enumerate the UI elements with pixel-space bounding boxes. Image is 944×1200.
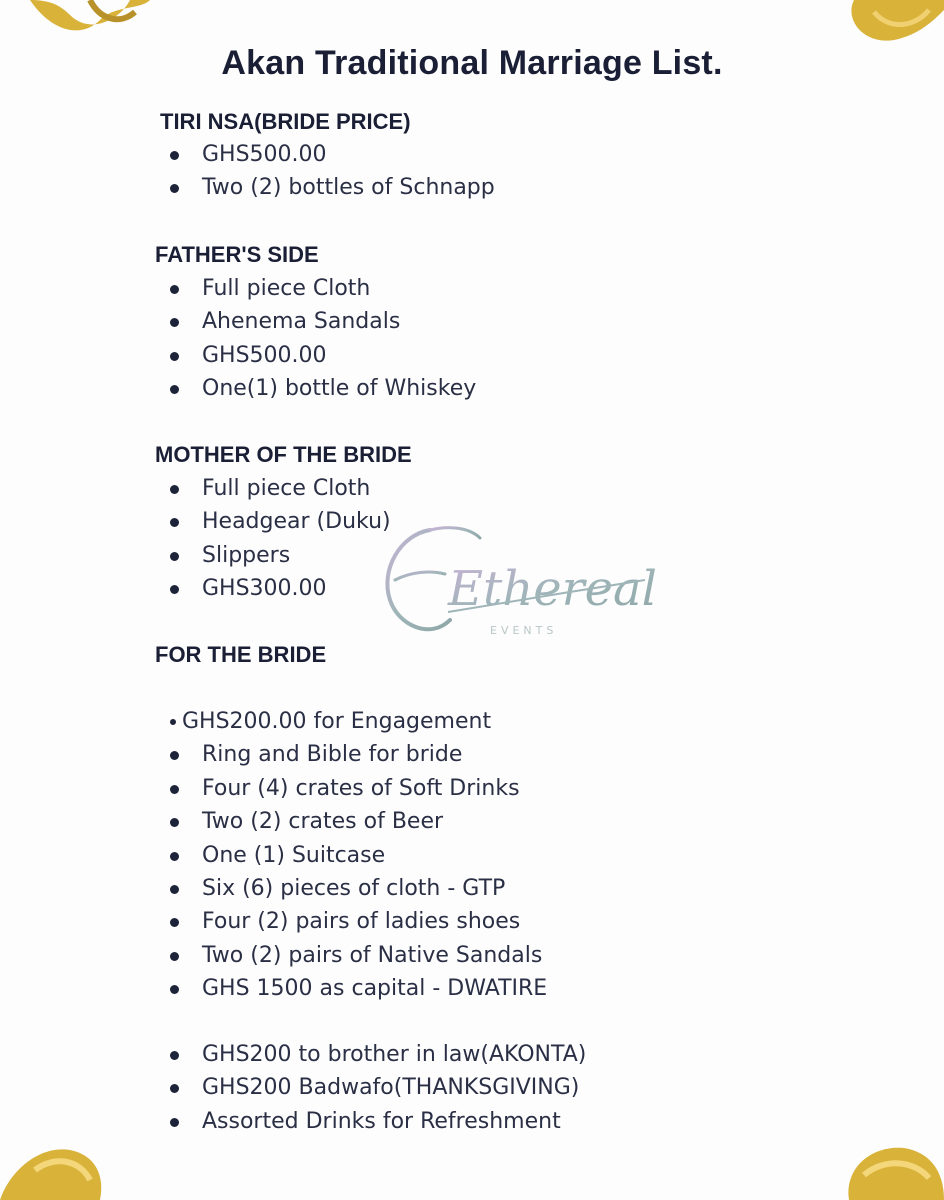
bullet-icon (170, 184, 179, 193)
watermark-brand-text: Ethereal (448, 561, 657, 617)
list-item: Full piece Cloth (0, 272, 476, 305)
bullet-icon (170, 518, 179, 527)
bullet-icon (170, 1051, 179, 1060)
list-bride-price (0, 138, 495, 205)
ethereal-events-watermark-logo (360, 510, 660, 670)
list-item: GHS 1500 as capital - DWATIRE (0, 972, 547, 1005)
section-heading-fathers-side: FATHER'S SIDE (155, 242, 319, 267)
bullet-icon (170, 485, 179, 494)
list-item: Assorted Drinks for Refreshment (0, 1105, 586, 1138)
bullet-icon (170, 585, 179, 594)
bullet-icon (170, 952, 179, 961)
bullet-icon (170, 385, 179, 394)
list-mother-of-bride (0, 472, 391, 606)
bullet-icon (170, 818, 179, 827)
list-for-the-bride (0, 705, 547, 1006)
list-item: One(1) bottle of Whiskey (0, 372, 476, 405)
list-item: Ahenema Sandals (0, 305, 476, 338)
bullet-icon (170, 1084, 179, 1093)
list-item: GHS200.00 for Engagement (0, 705, 547, 738)
bullet-icon (170, 552, 179, 561)
bullet-icon (170, 151, 179, 160)
list-item: GHS500.00 (0, 138, 495, 171)
gold-ornament-bottom-left-icon (0, 1140, 110, 1200)
bullet-icon (170, 318, 179, 327)
bullet-icon (170, 751, 179, 760)
bullet-icon (170, 352, 179, 361)
list-item: GHS500.00 (0, 339, 476, 372)
list-item: Four (2) pairs of ladies shoes (0, 905, 547, 938)
list-item: Headgear (Duku) (0, 505, 391, 538)
list-item: GHS200 Badwafo(THANKSGIVING) (0, 1071, 586, 1104)
section-heading-for-the-bride: FOR THE BRIDE (155, 642, 327, 667)
section-heading-bride-price: TIRI NSA(BRIDE PRICE) (160, 109, 411, 134)
list-item: One (1) Suitcase (0, 839, 547, 872)
bullet-icon (170, 285, 179, 294)
list-item: GHS200 to brother in law(AKONTA) (0, 1038, 586, 1071)
bullet-icon (170, 918, 179, 927)
list-item: Full piece Cloth (0, 472, 391, 505)
bullet-icon (170, 1118, 179, 1127)
page-title: Akan Traditional Marriage List. (221, 44, 723, 82)
list-item: Two (2) crates of Beer (0, 805, 547, 838)
bullet-icon (170, 719, 176, 725)
gold-ornament-bottom-right-icon (834, 1140, 944, 1200)
watermark-sub-text: EVENTS (490, 624, 558, 637)
bullet-icon (170, 885, 179, 894)
list-fathers-side (0, 272, 476, 406)
list-item: Ring and Bible for bride (0, 738, 547, 771)
list-item: Six (6) pieces of cloth - GTP (0, 872, 547, 905)
bullet-icon (170, 852, 179, 861)
bullet-icon (170, 785, 179, 794)
section-heading-mother-of-bride: MOTHER OF THE BRIDE (155, 442, 412, 467)
list-item: Slippers (0, 539, 391, 572)
list-item: Four (4) crates of Soft Drinks (0, 772, 547, 805)
list-item: GHS300.00 (0, 572, 391, 605)
list-item: Two (2) pairs of Native Sandals (0, 939, 547, 972)
list-additional-items (0, 1038, 586, 1138)
bullet-icon (170, 985, 179, 994)
list-item: Two (2) bottles of Schnapp (0, 171, 495, 204)
